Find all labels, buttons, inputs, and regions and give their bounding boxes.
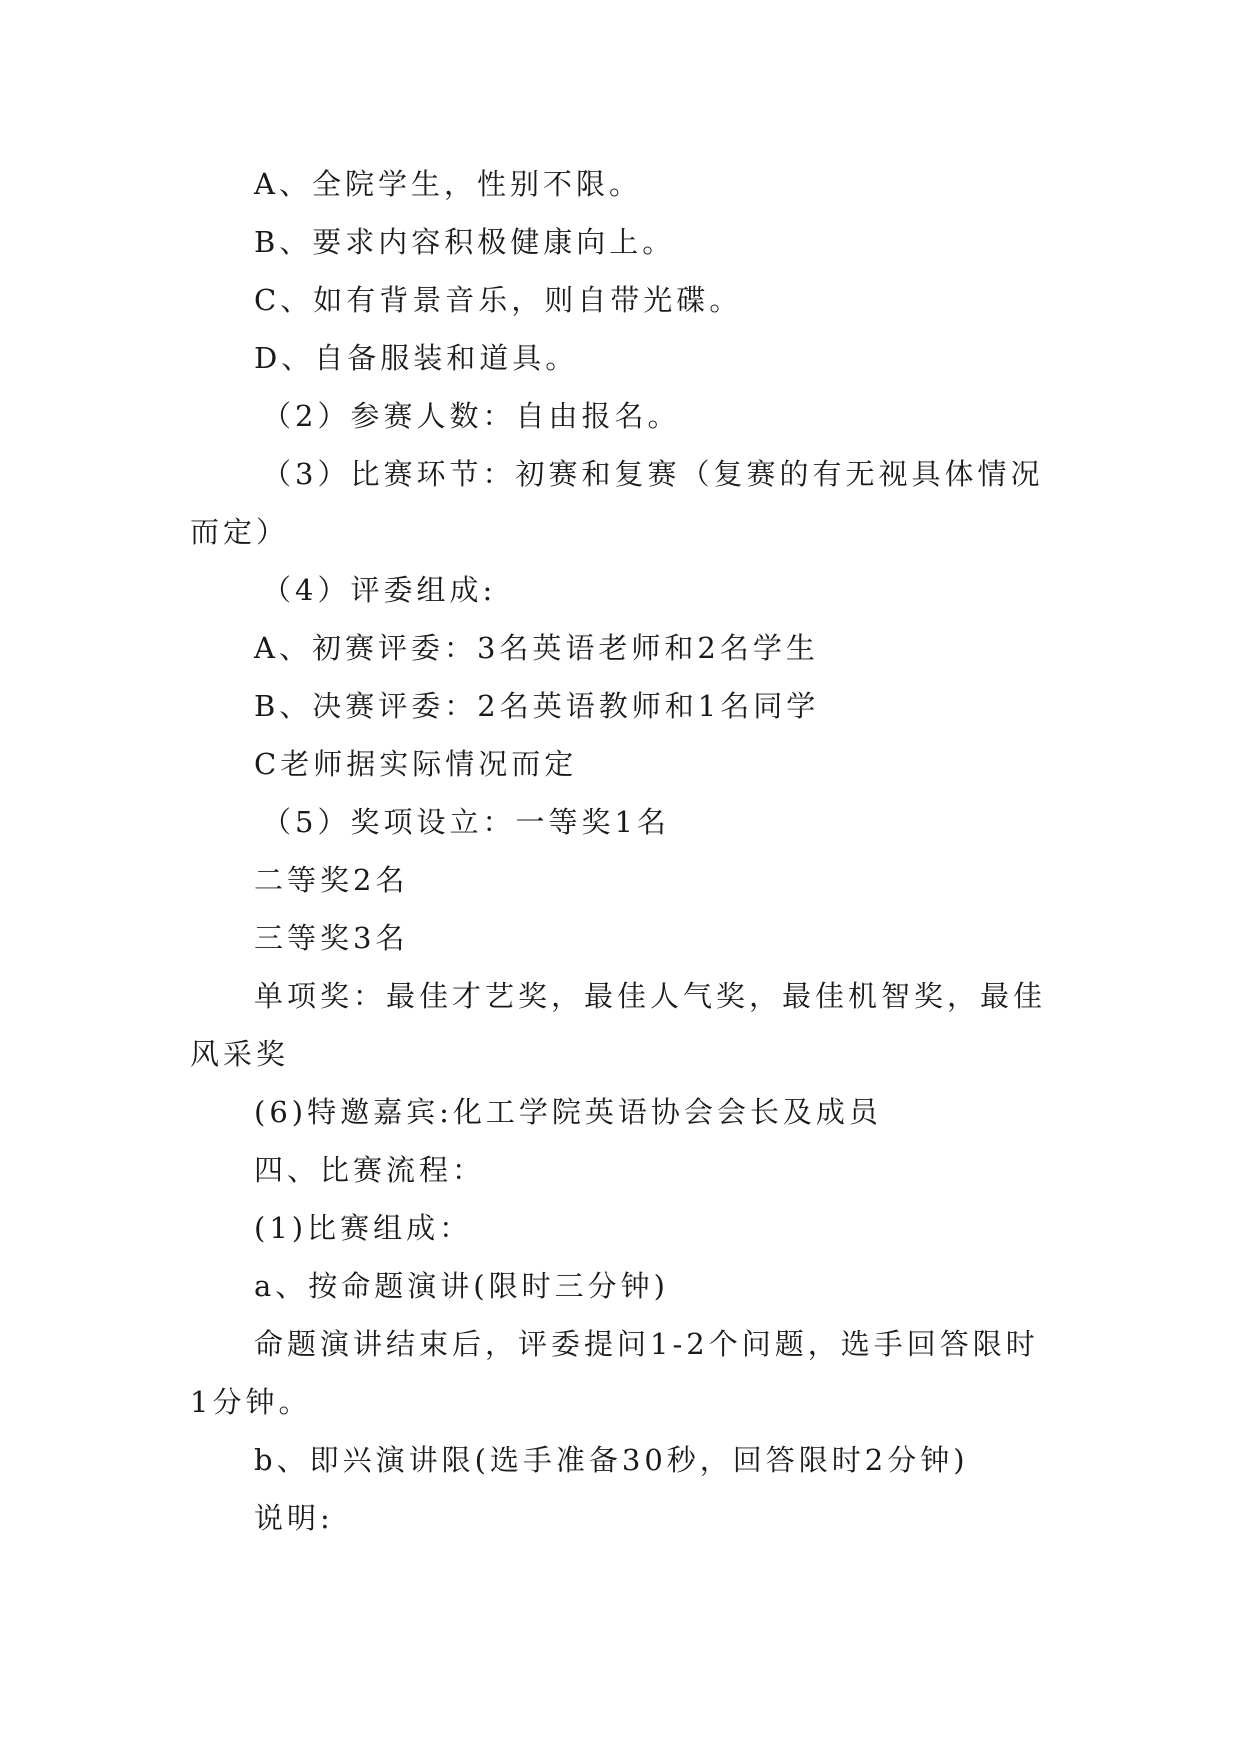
text-line: （3）比赛环节：初赛和复赛（复赛的有无视具体情况 [262,457,1044,491]
text-line: 命题演讲结束后，评委提问1-2个问题，选手回答限时 [254,1327,1039,1361]
text-line: 三等奖3名 [254,921,409,955]
text-line: a、按命题演讲(限时三分钟) [254,1269,669,1303]
text-line: 四、比赛流程： [254,1153,486,1187]
text-line: (6)特邀嘉宾:化工学院英语协会会长及成员 [254,1095,882,1129]
text-line: D、自备服装和道具。 [254,341,579,375]
text-line: A、初赛评委：3名英语老师和2名学生 [254,631,819,665]
text-line: A、全院学生，性别不限。 [254,167,642,201]
text-line: 而定） [190,515,290,549]
text-line: （4）评委组成: [262,573,497,607]
text-line: C老师据实际情况而定 [254,747,578,781]
text-line: b、即兴演讲限(选手准备30秒，回答限时2分钟) [254,1443,969,1477]
text-line: B、要求内容积极健康向上。 [254,225,676,259]
text-line: C、如有背景音乐，则自带光碟。 [254,283,743,317]
text-line: 单项奖：最佳才艺奖，最佳人气奖，最佳机智奖，最佳 [254,979,1047,1013]
text-line: （2）参赛人数：自由报名。 [262,399,681,433]
text-line: 风采奖 [190,1037,290,1071]
text-line: B、决赛评委：2名英语教师和1名同学 [254,689,820,723]
text-line: 1分钟。 [190,1385,312,1419]
text-line: （5）奖项设立：一等奖1名 [262,805,670,839]
text-line: (1)比赛组成： [254,1211,473,1245]
text-line: 二等奖2名 [254,863,409,897]
text-line: 说明: [254,1501,334,1535]
